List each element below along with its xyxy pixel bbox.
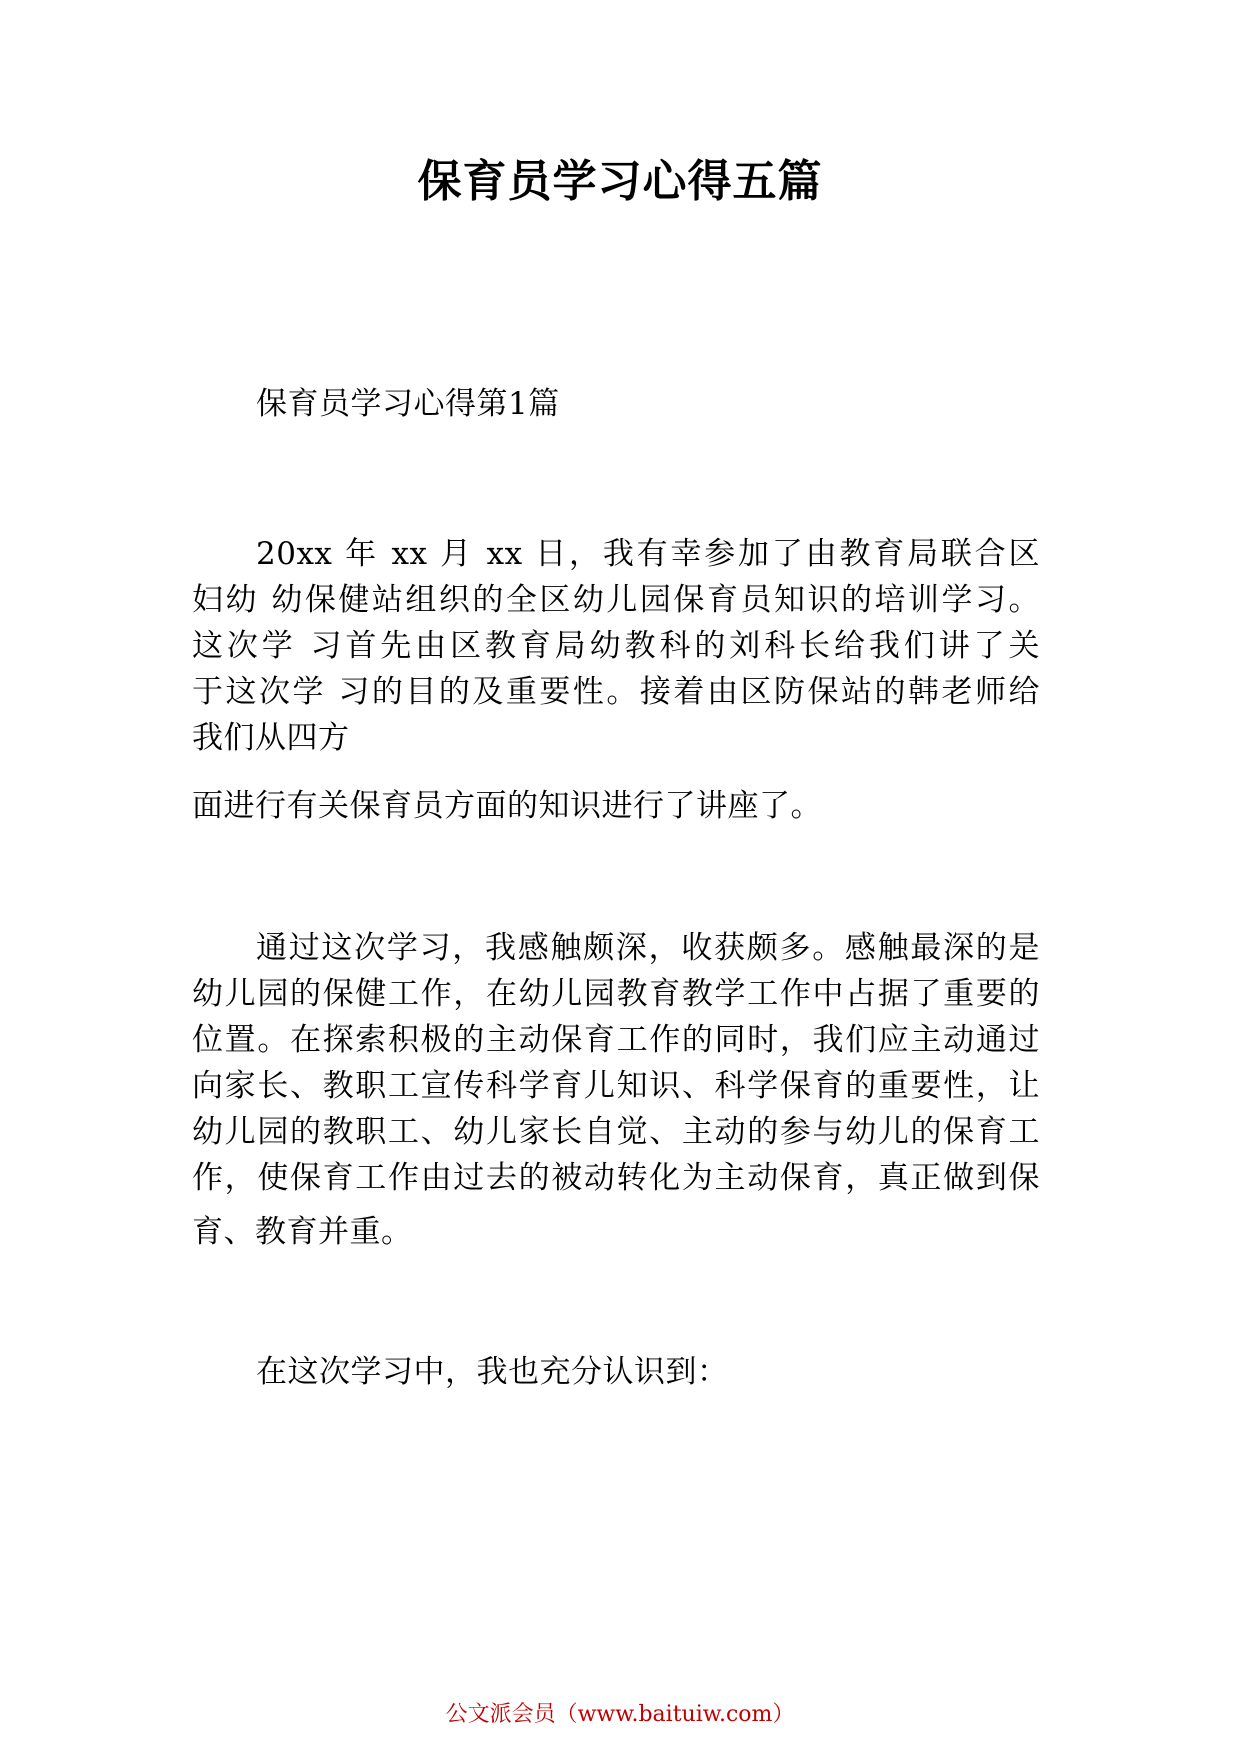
- paragraph2-line: 通过这次学习，我感触颇深，收获颇多。感触最深的是: [256, 930, 1040, 966]
- footer-watermark: 公文派会员（www.baituiw.com）: [445, 1702, 795, 1727]
- paragraph2-line: 位置。在探索积极的主动保育工作的同时，我们应主动通过: [192, 1022, 1040, 1058]
- paragraph1-line: 于这次学 习的目的及重要性。接着由区防保站的韩老师给: [192, 674, 1040, 710]
- paragraph2-line: 向家长、教职工宣传科学育儿知识、科学保育的重要性，让: [192, 1068, 1040, 1104]
- section-heading: 保育员学习心得第1篇: [256, 386, 560, 422]
- paragraph2-line: 幼儿园的教职工、幼儿家长自觉、主动的参与幼儿的保育工: [192, 1114, 1040, 1150]
- paragraph1-line: 我们从四方: [192, 720, 350, 756]
- paragraph3-line: 在这次学习中，我也充分认识到：: [256, 1354, 729, 1390]
- paragraph1-line: 20xx 年 xx 月 xx 日，我有幸参加了由教育局联合区: [256, 536, 1040, 572]
- paragraph1-line: 妇幼 幼保健站组织的全区幼儿园保育员知识的培训学习。: [192, 582, 1040, 618]
- paragraph1-line: 这次学 习首先由区教育局幼教科的刘科长给我们讲了关: [192, 628, 1040, 664]
- paragraph2-line: 幼儿园的保健工作，在幼儿园教育教学工作中占据了重要的: [192, 976, 1040, 1012]
- paragraph2-line: 作，使保育工作由过去的被动转化为主动保育，真正做到保: [192, 1160, 1040, 1196]
- paragraph1-line: 面进行有关保育员方面的知识进行了讲座了。: [192, 788, 822, 824]
- paragraph2-line: 育、教育并重。: [192, 1214, 413, 1250]
- document-title: 保育员学习心得五篇: [417, 156, 823, 207]
